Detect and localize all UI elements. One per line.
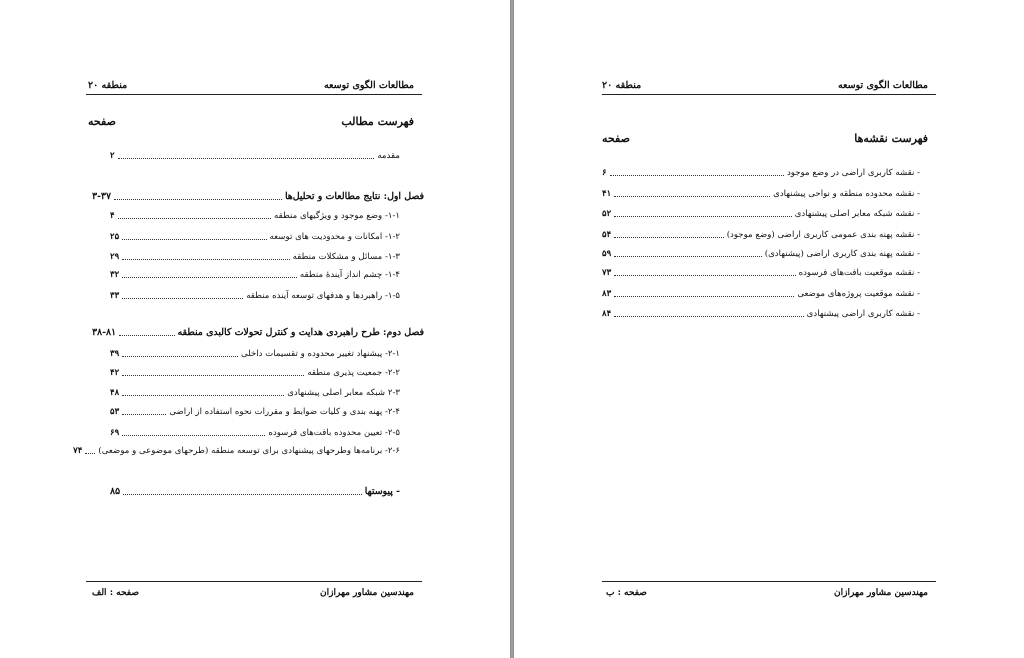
map-list-entry[interactable] [602,268,920,278]
toc-entry[interactable] [110,291,400,301]
toc-entry-text: فصل دوم: طرح راهبردی هدایت و کنترل تحولات کالبدی منطقه [177,327,424,338]
toc-entry-page: ۲ [110,151,115,161]
map-entry-text: - نقشه موقعیت پروژه‌های موضعی [797,289,920,299]
page-alef [0,0,510,658]
toc-entry-page: ۴ [110,211,115,221]
toc-entry-text: مقدمه [377,151,400,161]
toc-entry[interactable] [73,446,400,456]
toc-entry[interactable] [110,428,400,438]
map-list-entry[interactable] [602,189,920,199]
toc-entry-text: ۲-۱- پیشنهاد تغییر محدوده و تقسیمات داخلی [240,349,400,359]
page-column-label: صفحه [602,132,630,145]
toc-title: فهرست مطالب [341,115,414,128]
toc-entry-text: ۱-۴- چشم انداز آیندۀ منطقه [299,270,400,280]
header-region: منطقه ۲۰ [88,80,128,91]
toc-entry-text: ۲-۳ شبکه معابر اصلی پیشنهادی [287,388,400,398]
toc-entry-text: ۱-۲- امکانات و محدودیت های توسعه [269,232,400,242]
toc-entry[interactable] [110,388,400,398]
toc-entry-page: ۳۲ [110,270,120,280]
toc-entry[interactable] [110,349,400,359]
header-title: مطالعات الگوی توسعه [837,80,928,91]
map-entry-text: - نقشه پهنه بندی عمومی کاربری اراضی (وضع موجود) [726,230,920,240]
toc-entry-page: ۴۸ [110,388,120,398]
toc-entry-page: ۵۳ [110,407,120,417]
toc-entry-page: ۳۸-۸۱ [92,327,117,338]
header-rule [86,94,422,95]
footer-rule [86,581,422,582]
toc-entry[interactable] [110,270,400,280]
toc-entry-text: ۱-۵- راهبردها و هدفهای توسعه آینده منطقه [246,291,400,301]
toc-entry-page: ۶۹ [110,428,120,438]
toc-entry-page: ۳۹ [110,349,120,359]
map-entry-page: ۵۲ [602,209,612,219]
toc-entry-text: ۲-۵- تعیین محدوده بافت‌های فرسوده [268,428,400,438]
toc-entry-page: ۳۳ [110,291,120,301]
toc-entry-page: ۴۲ [110,368,120,378]
map-list-entry[interactable] [602,309,920,319]
footer-page-number: صفحه : ب [606,588,647,598]
toc-entry-text: ۱-۱- وضع موجود و ویژگیهای منطقه [274,211,400,221]
map-entry-text: - نقشه کاربری اراضی پیشنهادی [806,309,920,319]
header-rule [602,94,936,95]
toc-entry-chapter-1[interactable] [92,191,424,202]
footer-page-number: صفحه : الف [92,588,139,598]
toc-entry-appendix[interactable] [110,486,400,497]
page-be [514,0,1024,658]
toc-title: فهرست نقشه‌ها [854,132,928,145]
footer-consultant: مهندسین مشاور مهرازان [320,588,414,598]
toc-entry-page: ۸۵ [110,486,121,497]
map-list-entry[interactable] [602,209,920,219]
footer-consultant: مهندسین مشاور مهرازان [834,588,928,598]
toc-entry-page: ۲۹ [110,252,120,262]
toc-entry-text: فصل اول: نتایج مطالعات و تحلیل‌ها [284,191,424,202]
toc-entry[interactable] [110,368,400,378]
toc-entry-intro[interactable] [110,151,400,161]
toc-entry[interactable] [110,407,400,417]
map-entry-page: ۸۳ [602,289,612,299]
toc-entry-page: ۷۴ [73,446,83,456]
map-list-entry[interactable] [602,249,920,259]
toc-entry-page: ۲۵ [110,232,120,242]
header-title: مطالعات الگوی توسعه [323,80,414,91]
toc-entry[interactable] [110,252,400,262]
toc-entry-text: ۱-۳- مسائل و مشکلات منطقه [292,252,400,262]
map-entry-page: ۶ [602,168,607,178]
map-list-entry[interactable] [602,168,920,178]
map-entry-text: - نقشه شبکه معابر اصلی پیشنهادی [794,209,920,219]
map-entry-text: - نقشه پهنه بندی کاربری اراضی (پیشنهادی) [764,249,920,259]
map-list-entry[interactable] [602,230,920,240]
map-entry-page: ۸۴ [602,309,612,319]
toc-entry-chapter-2[interactable] [92,327,424,338]
toc-entry[interactable] [110,211,400,221]
map-list-entry[interactable] [602,289,920,299]
toc-entry-text: ۲-۴- پهنه بندی و کلیات ضوابط و مقررات نحوه استفاده از اراضی [169,407,400,417]
toc-entry-text: - پیوستها [364,486,400,497]
header-region: منطقه ۲۰ [602,80,642,91]
map-entry-page: ۵۹ [602,249,612,259]
map-entry-page: ۵۴ [602,230,612,240]
map-entry-text: - نقشه کاربری اراضی در وضع موجود [786,168,920,178]
map-entry-page: ۴۱ [602,189,612,199]
toc-entry[interactable] [110,232,400,242]
page-column-label: صفحه [88,115,116,128]
footer-rule [602,581,936,582]
toc-entry-page: ۳-۳۷ [92,191,111,202]
toc-entry-text: ۲-۲- جمعیت پذیری منطقه [307,368,400,378]
map-entry-text: - نقشه محدوده منطقه و نواحی پیشنهادی [773,189,920,199]
map-entry-text: - نقشه موقعیت بافت‌های فرسوده [798,268,920,278]
toc-entry-text: ۲-۶- برنامه‌ها وطرحهای پیشنهادی برای توسعه منطقه (طرحهای موضوعی و موضعی) [98,446,400,456]
map-entry-page: ۷۳ [602,268,612,278]
